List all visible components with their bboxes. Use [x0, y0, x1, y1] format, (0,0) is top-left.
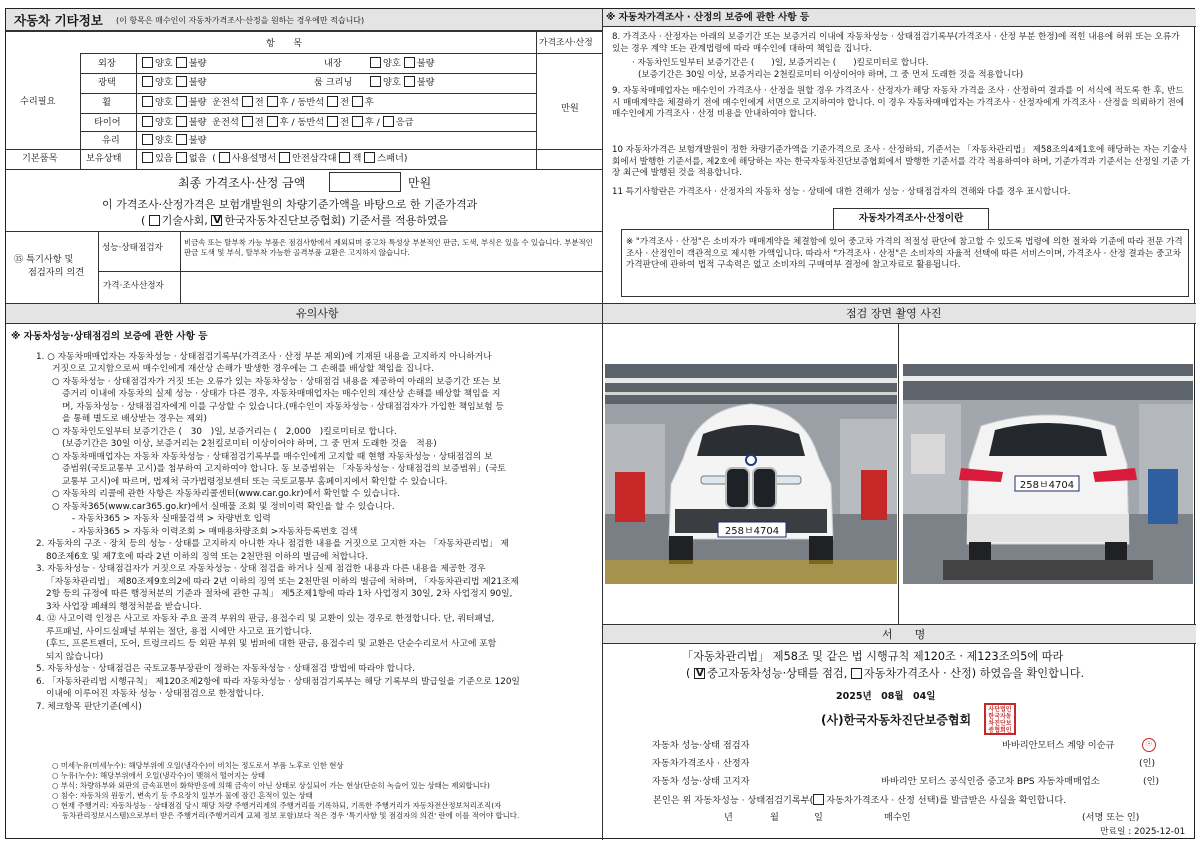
price-warranty-item10: 10 자동차가격은 보험개발원이 정한 차량기준가액을 기준가격으로 조사 · 산정하되, 기준서는 「자동차관리법」 제58조의4제1호에 해당하는 자는 기술사회에서 발행한 기준서를, 제2호에 해당하는 자는 한국자동차진단보증협회에서 발행한 기준서를 각각 적용하여야 하며, 기준가격과 기준서는 산정일 기준 가장 최근에 발행된 것을 적용합니다.	[612, 145, 1190, 179]
notifier-value: 바바리안 모터스 공식인증 중고차 BPS 자동차매매업소	[881, 776, 1100, 787]
tire-passenger-front-checkbox[interactable]	[327, 116, 338, 127]
caution-line: 3차 사업장 폐쇄의 행정처분을 받습니다.	[46, 601, 202, 612]
tire-good-checkbox[interactable]	[142, 116, 153, 127]
criteria-line: ○ 부식: 차량하부와 외판의 금속표면이 화학반응에 의해 금속이 아닌 상태로 상실되어 가는 현상(단순히 녹슬어 있는 상태는 제외합니다)	[52, 780, 490, 790]
caution-line: ○ 자동차성능 · 상태점검자가 거짓 또는 오류가 있는 자동차성능 · 상태점검 내용을 제공하여 아래의 보증기간 또는 보	[52, 376, 501, 387]
caution-line: (후드, 프론트펜더, 도어, 트렁크리드 등 외판 부위 및 범퍼에 대한 판금, 용접수리 및 교환은 단순수리로서 사고에 포함	[46, 639, 497, 650]
caution-line: 4. ⑫ 사고이력 인정은 사고로 자동차 주요 골격 부위의 판금, 용접수리 및 교환이 있는 경우로 한정합니다. 단, 쿼터패널,	[36, 614, 495, 625]
interior-good-checkbox[interactable]	[370, 57, 381, 68]
association-name: (사)한국자동차진단보증협회	[821, 713, 972, 727]
price-warranty-item9: 9. 자동차매매업자는 매수인이 가격조사 · 산정을 원할 경우 가격조사 · 산정자가 해당 자동차 가격을 조사 · 산정하여 결과를 이 서식에 적도록 한 후, 반드시 매매계약을 체결하기 전에 매수인에게 서면으로 고지하여야 합니다. 이 경우 자동차매매업자는 가격조사 · 산정자에게 가격조사 · 산정을 의뢰하기 전에 매수인에게 가격조사 · 산정 비용을 안내하여야 합니다.	[612, 86, 1185, 120]
wheel-options: 양호 불량 운전석 전 후 / 동반석 전 후	[142, 96, 374, 109]
manual-checkbox[interactable]	[219, 152, 230, 163]
receipt-day: 일	[814, 812, 823, 823]
inspector-label: 자동차 성능·상태 점검자	[652, 740, 750, 751]
caution-line: 2. 자동차의 구조 · 장치 등의 성능 · 상태를 고지하지 아니한 자나 점검한 내용을 거짓으로 고지한 자는 「자동차관리법」 제	[36, 539, 509, 550]
wheel-label: 휠	[102, 97, 111, 108]
price-basis-line2: ( 기술사회, V 한국자동차진단보증협회) 기준서를 적용하였음	[141, 214, 448, 228]
exterior-bad-checkbox[interactable]	[176, 57, 187, 68]
criteria-line: ○ 현재 주행거리: 자동차성능 · 상태점검 당시 해당 차량 주행거리계의 주행거리를 기록하되, 기록한 주행거리가 자동차전산정보처리조직(자	[52, 800, 502, 810]
spanner-checkbox[interactable]	[364, 152, 375, 163]
appraiser-label: 자동차가격조사 · 산정자	[652, 758, 750, 769]
gloss-label: 광택	[98, 77, 116, 88]
other-info-title: 자동차 기타정보	[14, 13, 103, 28]
caution-line: 3. 자동차성능 · 상태점검자가 거짓으로 자동차성능 · 상태 점검을 하거나 실제 점검한 내용과 다른 내용을 제공한 경우	[36, 564, 486, 575]
caution-line: 을 통해 별도로 배상받는 경우는 제외)	[62, 414, 207, 425]
possession-label: 보유상태	[86, 153, 122, 164]
expiry-date: 만료일 : 2025-12-01	[1100, 827, 1186, 837]
front-car-photo	[605, 364, 897, 584]
caution-line: 교통부 고시)에 따르며, 법제처 국가법령정보센터 또는 국토교통부 홈페이지에서 확인할 수 있습니다.	[62, 476, 448, 487]
svg-text:258ㅂ4704: 258ㅂ4704	[1019, 480, 1075, 491]
glass-options: 양호 불량	[142, 134, 206, 147]
buyer-sign: (서명 또는 인)	[1082, 812, 1140, 823]
exterior-label: 외장	[98, 58, 116, 69]
inspection-photo-front	[605, 364, 897, 584]
signature-law-line: 「자동차관리법」 제58조 및 같은 법 시행규칙 제120조 · 제123조의5에 따라	[682, 650, 1064, 663]
special-notes-label1: ⑮ 특기사항 및	[14, 254, 74, 265]
caution-line: 루프패널, 사이드실패널 부위는 절단, 용접 시에만 사고로 표기합니다.	[46, 626, 312, 637]
wheel-driver-rear-checkbox[interactable]	[267, 96, 278, 107]
other-info-subtitle: (이 항목은 매수인이 자동차가격조사·산정을 원하는 경우에만 적습니다)	[116, 16, 365, 25]
final-price-unit: 만원	[408, 176, 432, 190]
interior-options: 양호 불량	[370, 57, 434, 70]
criteria-line: ○ 누유(누수): 해당부위에서 오일(냉각수)이 맺혀서 떨어지는 상태	[52, 770, 266, 780]
triangle-checkbox[interactable]	[279, 152, 290, 163]
perf-inspector-note: 비금속 또는 탈부착 가능 부품은 점검사항에서 제외되며 중고차 특성상 부분적인 판금, 도색, 부식은 있을 수 있습니다. 부분적인 판금 도색 및 부식, 탈부착 가능한 골격부품 교환은 고지하지 않습니다.	[184, 238, 593, 257]
caution-line: 증범위(국토교통부 고시)를 첨부하여 고지하여야 합니다. 동 보증범위는 「자동차성능 · 상태점검의 보증범위」(국토	[62, 464, 506, 475]
caution-line: 증거리 이내에 자동차의 실제 성능 · 상태가 다른 경우, 자동차매매업자는 매수인의 재산상 손해를 배상할 책임을 지	[62, 389, 501, 400]
tire-passenger-rear-checkbox[interactable]	[352, 116, 363, 127]
signature-confirm-line: ( V 중고자동차성능·상태를 점검, 자동차가격조사 · 산정) 하였음을 확인합니다.	[686, 667, 1084, 682]
wheel-passenger-front-checkbox[interactable]	[327, 96, 338, 107]
caution-line: 7. 체크항목 판단기준(예시)	[36, 701, 142, 712]
room-cleaning-label: 룸 크리닝	[314, 77, 353, 88]
price-warranty-item8-sub2: (보증기간은 30일 이상, 보증거리는 2천킬로미터 이상이어야 하며, 그 중 먼저 도래한 것을 적용합니다)	[638, 70, 1024, 80]
signature-header: 서 명	[882, 628, 926, 641]
tire-bad-checkbox[interactable]	[176, 116, 187, 127]
caution-line: 거짓으로 고지함으로써 매수인에게 재산상 손해가 발생한 경우에는 그 손해를 배상할 책임을 집니다.	[52, 364, 434, 375]
buyer-label: 매수인	[884, 812, 911, 823]
caution-line: 되지 않습니다)	[46, 651, 104, 662]
price-basis-line1: 이 가격조사·산정가격은 보험개발원의 차량기준가액을 바탕으로 한 기준가격과	[102, 198, 478, 211]
what-is-appraisal-title: 자동차가격조사·산정이란	[833, 208, 989, 230]
cautions-header: 유의사항	[296, 307, 339, 320]
item-header: 항 목	[266, 38, 303, 49]
caution-line: 이내에 이루어진 자동차 성능 · 상태점검으로 한정합니다.	[46, 689, 264, 700]
perf-inspector-label: 성능·상태점검자	[102, 243, 163, 253]
gloss-good-checkbox[interactable]	[142, 76, 153, 87]
tire-options: 양호 불량 운전석 전 후 / 동반석 전 후 / 응급	[142, 116, 413, 129]
price-warranty-title: ※ 자동차가격조사 · 산정의 보증에 관한 사항 등	[606, 12, 810, 23]
basic-label: 기본품목	[22, 153, 58, 164]
wheel-good-checkbox[interactable]	[142, 96, 153, 107]
possession-none-checkbox[interactable]	[176, 152, 187, 163]
notifier-seal: (인)	[1143, 776, 1160, 787]
price-warranty-item8: 8. 가격조사 · 산정자는 아래의 보증기간 또는 보증거리 이내에 자동차성능 · 상태점검기록부(가격조사 · 산정 부분 한정)에 적힌 내용에 허위 또는 오류가 있는 경우 계약 또는 관계법령에 따라 매수인에 대하여 책임을 집니다.	[612, 32, 1180, 54]
jack-checkbox[interactable]	[339, 152, 350, 163]
inspector-value: 바바리안모터스 계양 이순규	[1002, 740, 1115, 751]
final-price-label: 최종 가격조사·산정 금액	[178, 176, 306, 190]
caution-line: ○ 자동차매매업자는 자동차 자동차성능 · 상태점검기록부를 매수인에게 고지할 때 현행 자동차성능 · 상태점검의 보	[52, 451, 493, 462]
wheel-passenger-rear-checkbox[interactable]	[352, 96, 363, 107]
photos-header: 점검 장면 촬영 사진	[846, 307, 942, 320]
gloss-bad-checkbox[interactable]	[176, 76, 187, 87]
caution-line: - 자동차365 > 자동차 실매물검색 > 차량번호 입력	[72, 514, 271, 525]
caution-line: 며, 자동차성능 · 상태점검자에게 이를 구상할 수 있습니다.(매수인이 자동차성능 · 상태점검자가 가입한 책임보험 등	[62, 401, 504, 412]
association-stamp: 사단법인한국자동차진단보증협회인	[984, 703, 1016, 735]
receipt-line: 본인은 위 자동차성능 · 상태점검기록부( 자동차가격조사 · 산정 선택)를 발급받은 사실을 확인합니다.	[653, 795, 1067, 806]
final-price-input[interactable]	[329, 172, 401, 192]
special-notes-label2: 점검자의 의견	[28, 267, 85, 278]
criteria-list	[52, 761, 598, 821]
caution-line: ○ 자동차365(www.car365.go.kr)에서 실매물 조회 및 정비이력 확인을 할 수 있습니다.	[52, 501, 395, 512]
caution-line: 6. 「자동차관리법 시행규칙」 제120조제2항에 따라 자동차성능 · 상태점검기록부는 해당 기록부의 발급일을 기준으로 120일	[36, 676, 520, 687]
amount-unit: 만원	[561, 103, 579, 114]
receipt-appraisal-checkbox[interactable]	[813, 794, 824, 805]
possession-options: 있음 없음 ( 사용설명서 안전삼각대 잭 스패너)	[142, 152, 407, 165]
exterior-options: 양호 불량	[142, 57, 206, 70]
room-cleaning-options: 양호 불량	[370, 76, 434, 89]
rear-car-photo	[903, 364, 1193, 584]
tire-driver-rear-checkbox[interactable]	[267, 116, 278, 127]
caution-line: 80조제6호 및 제7호에 따라 2년 이하의 징역 또는 2천만원 이하의 벌금에 처합니다.	[46, 551, 369, 562]
interior-label: 내장	[324, 58, 342, 69]
tire-driver-front-checkbox[interactable]	[242, 116, 253, 127]
price-warranty-item8-sub: · 자동차인도일부터 보증기간은 ( )일, 보증거리는 ( )킬로미터로 합니다.	[632, 58, 929, 68]
confirm-appraisal-checkbox[interactable]	[851, 668, 862, 679]
repair-label: 수리필요	[20, 96, 56, 107]
caution-line: 5. 자동차성능 · 상태점검은 국토교통부장관이 정하는 자동차성능 · 상태점검 방법에 따라야 합니다.	[36, 664, 415, 675]
price-appraiser-label: 가격·조사산정자	[103, 281, 164, 291]
caution-line: ○ 자동차인도일부터 보증기간은 ( 30 )일, 보증거리는 ( 2,000 )킬로미터로 합니다.	[52, 426, 397, 437]
confirm-inspection-checkbox[interactable]	[694, 668, 705, 679]
tech-society-checkbox[interactable]	[149, 215, 160, 226]
caution-line: (보증기간은 30일 이상, 보증거리는 2천킬로미터 이상이어야 하며, 그 중 먼저 도래한 것을 적용)	[62, 439, 437, 450]
receipt-year: 년	[724, 812, 733, 823]
glass-bad-checkbox[interactable]	[176, 134, 187, 145]
possession-have-checkbox[interactable]	[142, 152, 153, 163]
caution-line: - 자동차365 > 자동차 이력조회 > 매매용차량조회 >자동차등록번호 검색	[72, 526, 358, 537]
caution-line: 1. ○ 자동차매매업자는 자동차성능 · 상태점검기록부(가격조사 · 산정 부분 제외)에 기재된 내용을 고지하지 아니하거나	[36, 352, 492, 362]
cautions-list	[36, 351, 596, 713]
price-warranty-item11: 11 특기사항란은 가격조사 · 산정자의 자동차 성능 · 상태에 대한 견해가 성능 · 상태점검자의 견해와 다를 경우 표시합니다.	[612, 187, 1071, 197]
interior-bad-checkbox[interactable]	[404, 57, 415, 68]
glass-good-checkbox[interactable]	[142, 134, 153, 145]
caution-line: 「자동차관리법」 제80조제9호의2에 따라 2년 이하의 징역 또는 2천만원 이하의 벌금에 처하며, 「자동차관리법 제21조제	[46, 576, 519, 587]
room-good-checkbox[interactable]	[370, 76, 381, 87]
notifier-label: 자동차 성능·상태 고지자	[652, 776, 750, 787]
price-header: 가격조사·산정	[539, 38, 593, 48]
glass-label: 유리	[102, 135, 120, 146]
wheel-driver-front-checkbox[interactable]	[242, 96, 253, 107]
criteria-line: ○ 미세누유(미세누수): 해당부위에 오일(냉각수)이 비치는 정도로서 부품 노후로 인한 현상	[52, 761, 344, 770]
association-checkbox[interactable]	[211, 215, 222, 226]
tire-spare-checkbox[interactable]	[383, 116, 394, 127]
caution-line: ○ 자동차의 리콜에 관한 사항은 자동차리콜센터(www.car.go.kr)에서 확인할 수 있습니다.	[52, 489, 400, 500]
cautions-title: ※ 자동차성능·상태점검의 보증에 관한 사항 등	[11, 331, 208, 342]
what-is-appraisal-text: ※ "가격조사 · 산정"은 소비자가 매매계약을 체결함에 있어 중고차 가격의 적절성 판단에 참고할 수 있도록 법령에 의한 절차와 기준에 따라 전문 가격조사 · 산정인이 객관적으로 제시한 가액입니다. 따라서 "가격조사 · 산정"은 소비자의 자율적 선택에 따른 서비스이며, 가격조사 · 산정 결과는 중고차 가격판단에 관하여 법적 구속력은 없고 소비자의 구매여부 결정에 참고자료로 활용됩니다.	[626, 237, 1183, 271]
exterior-good-checkbox[interactable]	[142, 57, 153, 68]
caution-line: 2항 등의 규정에 따른 행정처분의 기준과 절차에 관한 규칙」 제5조제1항에 따라 1차 사업정지 30일, 2차 사업정지 90일,	[46, 589, 513, 600]
wheel-bad-checkbox[interactable]	[176, 96, 187, 107]
receipt-month: 월	[770, 812, 779, 823]
criteria-line: 동차관리정보시스템)으로부터 받은 주행거리(주행거리계 교체 정보 포함)보다 적은 경우 '특기사항 및 점검자의 의견' 란에 이를 적어야 합니다.	[62, 810, 520, 820]
inspection-record-page	[5, 8, 1195, 839]
appraiser-seal: (인)	[1139, 758, 1156, 769]
signature-date: 2025년 08월 04일	[836, 691, 936, 702]
inspector-seal: ☉	[1142, 738, 1156, 752]
gloss-options: 양호 불량	[142, 76, 206, 89]
criteria-line: ○ 침수: 자동차의 원동기, 변속기 등 주요장치 일부가 물에 잠긴 흔적이 있는 상태	[52, 790, 313, 800]
svg-text:258ㅂ4704: 258ㅂ4704	[724, 526, 780, 537]
inspection-photo-rear	[903, 364, 1193, 584]
room-bad-checkbox[interactable]	[404, 76, 415, 87]
tire-label: 타이어	[94, 117, 121, 128]
